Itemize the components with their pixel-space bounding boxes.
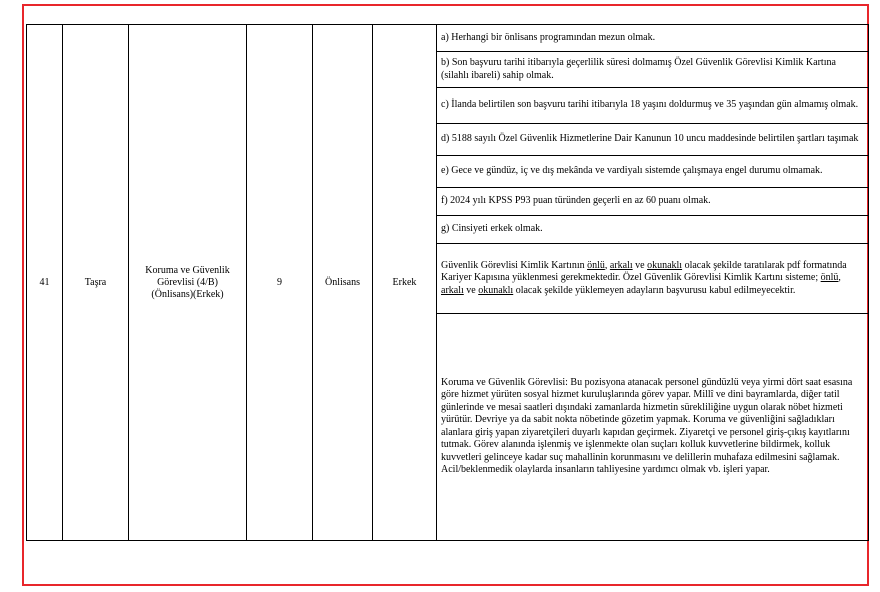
condition-f: f) 2024 yılı KPSS P93 puan türünden geçerli en az 60 puanı olmak. bbox=[437, 188, 868, 216]
list-item bbox=[437, 188, 868, 216]
list-item bbox=[437, 314, 868, 540]
table-row bbox=[27, 25, 869, 541]
count-cell: 9 bbox=[247, 25, 313, 541]
condition-g: g) Cinsiyeti erkek olmak. bbox=[437, 216, 868, 244]
condition-b: b) Son başvuru tarihi itibarıyla geçerlilik süresi dolmamış Özel Güvenlik Görevlisi Kimlik Kartına (silahlı ibareli) sahip olmak. bbox=[437, 52, 868, 88]
list-item bbox=[437, 156, 868, 188]
list-item bbox=[437, 26, 868, 52]
condition-d: d) 5188 sayılı Özel Güvenlik Hizmetlerine Dair Kanunun 10 uncu maddesinde belirtilen şartları taşımak bbox=[437, 124, 868, 156]
position-table bbox=[26, 24, 869, 541]
list-item bbox=[437, 216, 868, 244]
job-description: Koruma ve Güvenlik Görevlisi: Bu pozisyona atanacak personel gündüzlü veya yirmi dört saat esasına göre hizmet yürüten sosyal hizmet kuruluşlarında görev yapar. Millî ve dini bayramlarda, diğer tatil günlerinde ve mesai saatleri dışındaki zamanlarda hizmetin sürekliliğine uygun olarak nöbet hizmeti yürütür. Devriye ya da sabit nokta nöbetinde gözetim yapmak. Koruma ve güvenliğini sağladıkları alanlara giriş yapan ziyaretçileri duyarlı kapıdan geçirmek. Ziyaretçi ve personel giriş-çıkış kayıtlarını tutmak. Görev alanında işlenmiş ve işlenmekte olan suçları kolluk kuvvetlerine bildirmek, kolluk kuvvetleri gelinceye kadar suç mahallinin korunmasını ve delillerin muhafaza edilmesini sağlamak. Acil/beklenmedik olaylarda insanların tahliyesine yardımcı olmak vb. işleri yapar. bbox=[441, 376, 853, 476]
unit-cell: Taşra bbox=[63, 25, 129, 541]
conditions-list bbox=[437, 26, 868, 540]
list-item bbox=[437, 244, 868, 314]
condition-c: c) İlanda belirtilen son başvuru tarihi itibarıyla 18 yaşını doldurmuş ve 35 yaşından gün almamış olmak. bbox=[437, 88, 868, 124]
condition-a: a) Herhangi bir önlisans programından mezun olmak. bbox=[437, 26, 868, 52]
row-number-cell: 41 bbox=[27, 25, 63, 541]
list-item bbox=[437, 88, 868, 124]
gender-cell: Erkek bbox=[373, 25, 437, 541]
conditions-cell bbox=[437, 25, 869, 541]
list-item bbox=[437, 52, 868, 88]
position-title-cell bbox=[129, 25, 247, 541]
list-item bbox=[437, 124, 868, 156]
position-title: Koruma ve Güvenlik Görevlisi (4/B) (Önlisans)(Erkek) bbox=[145, 264, 230, 300]
condition-e: e) Gece ve gündüz, iç ve dış mekânda ve vardiyalı sistemde çalışmaya engel durumu olmamak. bbox=[437, 156, 868, 188]
upload-note: Güvenlik Görevlisi Kimlik Kartının önlü, arkalı ve okunaklı olacak şekilde taratılarak pdf formatında Kariyer Kapısına yüklenmesi gerekmektedir. Özel Güvenlik Görevlisi Kimlik Kartını sisteme; önlü, arkalı ve okunaklı olacak şekilde yüklemeyen adayların başvurusu kabul edilmeyecektir. bbox=[437, 244, 868, 314]
education-cell: Önlisans bbox=[313, 25, 373, 541]
